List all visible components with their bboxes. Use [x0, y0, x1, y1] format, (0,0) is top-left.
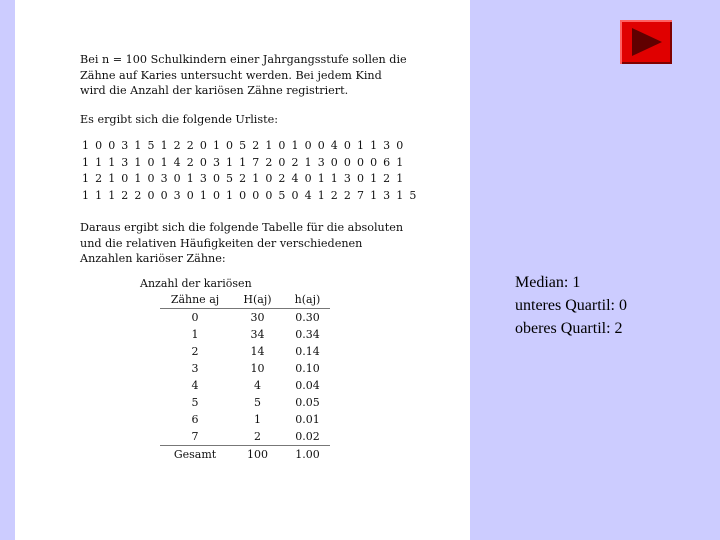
urliste-value: 1 — [199, 188, 207, 202]
table-cell: 4 — [191, 379, 199, 392]
urliste-value: 0 — [186, 188, 194, 202]
urliste-value: 2 — [291, 155, 299, 169]
table-cell: 34 — [250, 328, 265, 341]
table-cell: 10 — [250, 362, 265, 375]
urliste-value: 0 — [330, 155, 338, 169]
urliste-value: 3 — [343, 172, 351, 185]
urliste-value: 0 — [199, 155, 207, 169]
table-header-line1: Anzahl der kariösen — [140, 277, 252, 290]
urliste-value: 1 — [239, 155, 247, 169]
table-cell: 0.30 — [295, 311, 320, 324]
urliste-value: 1 — [95, 155, 103, 169]
urliste-value: 0 — [160, 188, 168, 202]
table-intro: Daraus ergibt sich die folgende Tabelle für die absoluten und die relativen Häufigkeiten der verschiedenen Anzahlen kariöser Zähne: — [80, 221, 404, 265]
urliste-value: 0 — [343, 155, 351, 169]
table-cell: 30 — [250, 311, 265, 324]
urliste-value: 3 — [160, 172, 168, 185]
urliste-value: 3 — [383, 188, 391, 202]
table-row — [160, 343, 330, 360]
urliste-row — [82, 171, 422, 188]
urliste-value: 2 — [252, 139, 260, 152]
urliste-value: 1 — [304, 155, 312, 169]
table-row — [160, 428, 330, 446]
urliste-value: 1 — [160, 155, 168, 169]
urliste-value: 2 — [343, 188, 351, 202]
urliste-value: 0 — [212, 188, 220, 202]
urliste — [82, 138, 422, 204]
urliste-value: 1 — [226, 155, 234, 169]
urliste-value: 1 — [108, 155, 116, 169]
urliste-value: 2 — [95, 172, 103, 185]
urliste-value: 0 — [212, 172, 220, 185]
urliste-value: 3 — [212, 155, 220, 169]
table-row — [160, 377, 330, 394]
urliste-value: 0 — [304, 139, 312, 152]
urliste-value: 0 — [252, 188, 260, 202]
urliste-value: 1 — [160, 139, 168, 152]
table-row — [160, 360, 330, 377]
urliste-value: 1 — [370, 139, 378, 152]
urliste-value: 2 — [330, 188, 338, 202]
urliste-value: 5 — [147, 139, 155, 152]
col-header-teeth: Zähne aj — [160, 291, 230, 309]
urliste-row — [82, 188, 422, 205]
urliste-value: 4 — [304, 188, 312, 202]
urliste-value: 2 — [134, 188, 142, 202]
urliste-value: 1 — [330, 172, 338, 185]
table-cell: 5 — [191, 396, 199, 409]
urliste-value: 1 — [317, 172, 325, 185]
urliste-value: 0 — [370, 155, 378, 169]
urliste-value: 1 — [82, 139, 89, 152]
urliste-value: 0 — [304, 172, 312, 185]
urliste-value: 0 — [147, 188, 155, 202]
table-cell: 0.10 — [295, 362, 320, 375]
urliste-value: 1 — [396, 172, 404, 185]
urliste-value: 0 — [199, 139, 207, 152]
urliste-value: 0 — [173, 172, 181, 185]
table-cell: 0.05 — [295, 396, 320, 409]
table-row — [160, 411, 330, 428]
urliste-value: 2 — [265, 155, 273, 169]
urliste-value: 3 — [173, 188, 181, 202]
urliste-value: 0 — [291, 188, 299, 202]
lower-quartile-text: unteres Quartil: 0 — [515, 297, 627, 314]
urliste-value: 3 — [121, 155, 129, 169]
urliste-value: 2 — [173, 139, 181, 152]
table-cell: 0.34 — [295, 328, 320, 341]
upper-quartile-text: oberes Quartil: 2 — [515, 320, 623, 337]
urliste-value: 0 — [396, 139, 404, 152]
table-cell: Gesamt — [160, 446, 230, 464]
table-row — [160, 309, 330, 327]
urliste-value: 0 — [356, 172, 364, 185]
urliste-value: 0 — [147, 155, 155, 169]
urliste-value: 1 — [265, 139, 273, 152]
table-cell: 14 — [250, 345, 265, 358]
intro-text: Bei n = 100 Schulkindern einer Jahrgangsstufe sollen die Zähne auf Karies untersucht werden. Bei jedem Kind wird die Anzahl der kariösen Zähne registriert. — [80, 53, 407, 97]
table-cell: 0.04 — [295, 379, 320, 392]
urliste-value: 4 — [330, 139, 338, 152]
urliste-value: 5 — [239, 139, 247, 152]
table-cell: 100 — [230, 446, 285, 464]
table-row — [160, 446, 330, 464]
urliste-value: 1 — [134, 172, 142, 185]
urliste-value: 0 — [121, 172, 129, 185]
urliste-value: 1 — [317, 188, 325, 202]
urliste-value: 0 — [265, 172, 273, 185]
urliste-value: 0 — [147, 172, 155, 185]
table-cell: 6 — [191, 413, 199, 426]
urliste-value: 3 — [317, 155, 325, 169]
urliste-value: 0 — [356, 155, 364, 169]
urliste-value: 2 — [278, 172, 286, 185]
urliste-value: 2 — [186, 139, 194, 152]
urliste-value: 1 — [108, 188, 116, 202]
urliste-value: 5 — [278, 188, 286, 202]
urliste-value: 0 — [278, 155, 286, 169]
urliste-value: 7 — [356, 188, 364, 202]
urliste-value: 1 — [226, 188, 234, 202]
urliste-value: 1 — [252, 172, 260, 185]
urliste-value: 1 — [212, 139, 220, 152]
frequency-table — [160, 291, 330, 463]
play-icon — [628, 26, 664, 58]
urliste-value: 7 — [252, 155, 260, 169]
urliste-value: 1 — [95, 188, 103, 202]
table-cell: 2 — [254, 430, 261, 443]
urliste-value: 1 — [356, 139, 364, 152]
urliste-value: 1 — [291, 139, 299, 152]
table-cell: 0.14 — [295, 345, 320, 358]
urliste-value: 0 — [239, 188, 247, 202]
table-row — [160, 394, 330, 411]
urliste-value: 2 — [239, 172, 247, 185]
table-cell: 3 — [191, 362, 199, 375]
urliste-row — [82, 138, 422, 155]
urliste-heading: Es ergibt sich die folgende Urliste: — [80, 113, 278, 126]
urliste-value: 2 — [383, 172, 391, 185]
urliste-value: 1 — [396, 188, 404, 202]
col-header-absolute: H(aj) — [230, 291, 285, 309]
table-cell: 0.01 — [295, 413, 320, 426]
urliste-value: 0 — [265, 188, 273, 202]
statistics-panel — [515, 271, 627, 340]
urliste-value: 5 — [409, 188, 417, 202]
urliste-value: 4 — [173, 155, 181, 169]
table-cell: 1 — [254, 413, 261, 426]
table-cell: 1 — [191, 328, 199, 341]
urliste-value: 0 — [226, 139, 234, 152]
median-text: Median: 1 — [515, 274, 581, 291]
urliste-value: 3 — [121, 139, 129, 152]
urliste-value: 6 — [383, 155, 391, 169]
urliste-value: 2 — [121, 188, 129, 202]
play-button[interactable] — [620, 20, 672, 64]
urliste-value: 2 — [186, 155, 194, 169]
urliste-value: 1 — [134, 155, 142, 169]
table-cell: 4 — [254, 379, 261, 392]
urliste-value: 0 — [95, 139, 103, 152]
urliste-value: 0 — [317, 139, 325, 152]
col-header-relative: h(aj) — [285, 291, 330, 309]
urliste-value: 1 — [82, 155, 89, 169]
urliste-value: 1 — [108, 172, 116, 185]
urliste-value: 1 — [134, 139, 142, 152]
urliste-value: 0 — [278, 139, 286, 152]
urliste-row — [82, 155, 422, 172]
table-cell: 5 — [254, 396, 261, 409]
urliste-value: 1 — [396, 155, 404, 169]
table-cell: 7 — [191, 430, 199, 443]
table-row — [160, 326, 330, 343]
urliste-value: 1 — [186, 172, 194, 185]
urliste-value: 5 — [226, 172, 234, 185]
table-cell: 0.02 — [295, 430, 320, 443]
urliste-value: 4 — [291, 172, 299, 185]
urliste-value: 0 — [343, 139, 351, 152]
table-cell: 0 — [191, 311, 199, 324]
table-cell: 2 — [191, 345, 199, 358]
urliste-value: 3 — [383, 139, 391, 152]
urliste-value: 3 — [199, 172, 207, 185]
urliste-value: 0 — [108, 139, 116, 152]
urliste-value: 1 — [370, 172, 378, 185]
table-cell: 1.00 — [285, 446, 330, 464]
urliste-value: 1 — [82, 188, 89, 202]
urliste-value: 1 — [82, 172, 89, 185]
urliste-value: 1 — [370, 188, 378, 202]
